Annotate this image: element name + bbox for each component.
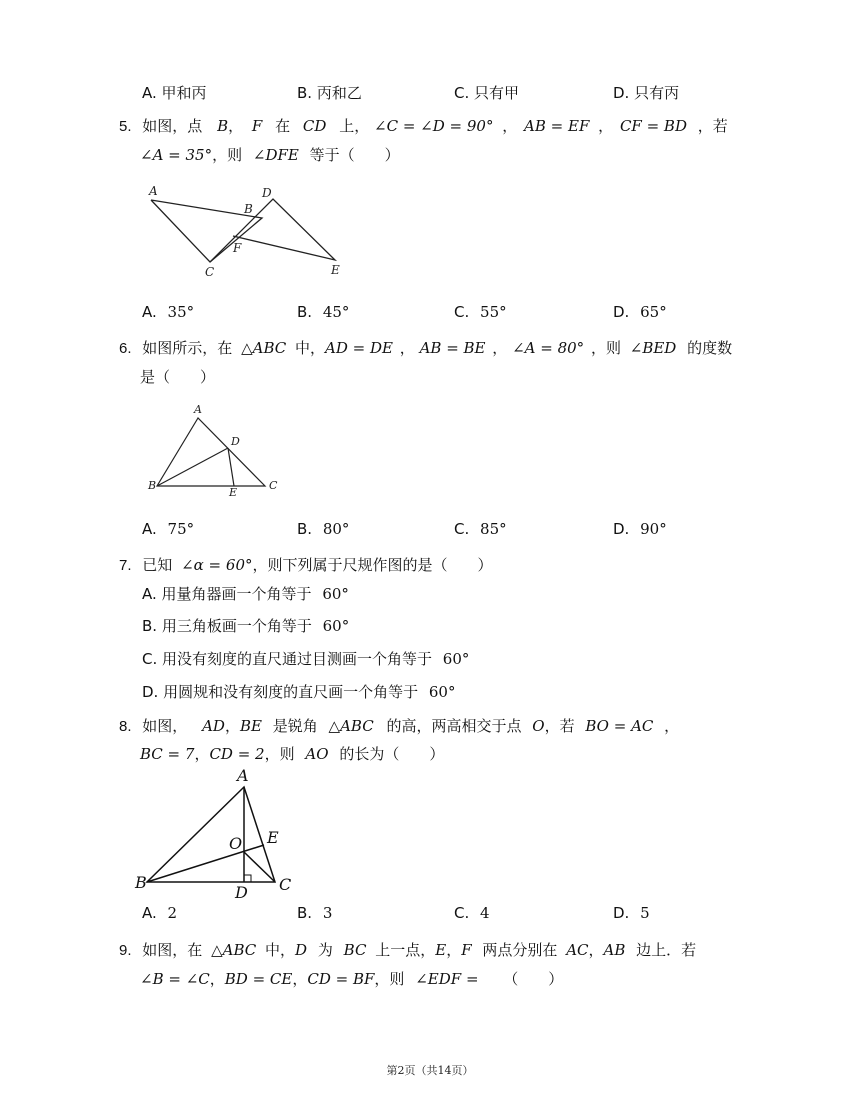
q5-math: B: [217, 117, 229, 135]
q6-label-c: C: [269, 479, 278, 492]
q8-math: BE: [239, 717, 262, 735]
q9-text: ，: [209, 970, 225, 988]
question-number: 8.: [119, 718, 132, 735]
q5-option-b: [297, 303, 349, 321]
q5-label-d: D: [262, 186, 272, 200]
q5-option-d: [613, 303, 667, 321]
q9-math: AC: [566, 941, 589, 959]
q9-text: 为: [317, 941, 333, 959]
q5-label-f: F: [233, 241, 242, 255]
q5-option-c: [454, 303, 507, 321]
option-value: 35°: [167, 303, 195, 321]
option-value: 55°: [480, 303, 507, 321]
option-value: 80°: [322, 520, 350, 538]
q5-math: F: [251, 117, 263, 135]
option-letter: B.: [297, 303, 313, 321]
q7-text: 已知: [142, 556, 173, 574]
q9-math: ∠B = ∠C: [140, 970, 210, 988]
q9-math: BC: [343, 941, 367, 959]
option-value: 65°: [640, 303, 667, 321]
option-value: 2: [167, 904, 178, 922]
q5-math: AB = EF: [524, 117, 590, 135]
question-number: 6.: [119, 340, 132, 357]
q8-text: ，: [194, 745, 210, 763]
q8-option-a: [142, 904, 177, 922]
q8-text: ，: [664, 717, 680, 735]
q9-math: E: [435, 941, 447, 959]
q8-label-e: E: [267, 828, 279, 847]
q9-text: （ ）: [503, 970, 564, 988]
q8-math: BO = AC: [585, 717, 654, 735]
q7-option-a: [142, 583, 349, 604]
q7-option-b: [142, 615, 349, 636]
q5-text: ，: [598, 117, 614, 135]
q8-text: 如图，: [142, 717, 188, 735]
option-letter: D.: [613, 303, 630, 321]
q8-math: AO: [305, 745, 329, 763]
q5-math: ∠A = 35°: [140, 146, 213, 164]
q6-math: △ABC: [241, 339, 287, 357]
q9-text: ，: [446, 941, 462, 959]
q5-text: ，则: [212, 146, 243, 164]
q5-text: 如图，点: [142, 117, 203, 135]
q9-text: ，: [292, 970, 308, 988]
q9-math: D: [295, 941, 308, 959]
q5-text: ，: [228, 117, 244, 135]
q4-option-b: B. 丙和乙: [297, 84, 362, 102]
q8-math: O: [532, 717, 545, 735]
q9-math: ∠EDF =: [415, 970, 479, 988]
q6-option-a: [142, 520, 194, 538]
q8-option-d: [613, 904, 650, 922]
option-letter: C.: [454, 520, 470, 538]
q9-text: 边上．若: [636, 941, 697, 959]
q6-option-b: [297, 520, 349, 538]
q6-line2: 是（ ）: [140, 368, 216, 386]
q5-label-c: C: [205, 265, 215, 279]
option-letter: A.: [142, 520, 157, 538]
option-letter: C.: [454, 303, 470, 321]
q8-label-d: D: [235, 883, 248, 902]
option-letter: A.: [142, 303, 157, 321]
q9-text: 两点分别在: [482, 941, 558, 959]
q6-math: AB = BE: [419, 339, 486, 357]
q4-option-a: A. 甲和丙: [142, 84, 207, 102]
q5-option-a: [142, 303, 194, 321]
q8-text: 的高，两高相交于点: [386, 717, 522, 735]
q9-text: 中，: [265, 941, 296, 959]
q5-text: 上，: [339, 117, 370, 135]
option-value: 90°: [640, 520, 667, 538]
q5-math: ∠DFE: [252, 146, 299, 164]
q6-option-c: [454, 520, 507, 538]
option-value: 85°: [480, 520, 507, 538]
q8-math: △ABC: [328, 717, 374, 735]
q8-line1: [119, 715, 679, 736]
q6-text: ，: [492, 339, 508, 357]
q5-label-a: A: [149, 184, 158, 198]
q6-text: 的度数: [687, 339, 733, 357]
option-value: 60°: [428, 683, 456, 701]
q8-math: BC = 7: [140, 745, 195, 763]
option-letter: A.: [142, 904, 157, 922]
q9-math: BD = CE: [224, 970, 293, 988]
option-text: C. 用没有刻度的直尺通过目测画一个角等于: [142, 650, 433, 668]
q6-line1: [119, 337, 732, 358]
q6-math: ∠BED: [629, 339, 677, 357]
option-value: 60°: [322, 585, 349, 603]
q9-line1: [119, 939, 696, 960]
q5-text: 在: [275, 117, 291, 135]
question-number: 7.: [119, 557, 132, 574]
q8-label-a: A: [237, 766, 249, 785]
q9-math: △ABC: [211, 941, 257, 959]
q5-math: ∠C = ∠D = 90°: [374, 117, 494, 135]
option-letter: C.: [454, 904, 470, 922]
option-text: D. 用圆规和没有刻度的直尺画一个角等于: [142, 683, 419, 701]
q9-math: AB: [603, 941, 626, 959]
q8-text: ，则: [264, 745, 295, 763]
q4-option-d: D. 只有丙: [613, 84, 680, 102]
q7-math: ∠α = 60°: [181, 556, 253, 574]
q6-math: AD = DE: [325, 339, 393, 357]
q8-option-c: [454, 904, 490, 922]
q6-label-a: A: [194, 403, 202, 416]
option-value: 4: [480, 904, 490, 922]
option-value: 75°: [167, 520, 195, 538]
q8-label-o: O: [229, 834, 243, 853]
q6-label-e: E: [229, 486, 238, 499]
q6-label-d: D: [231, 435, 240, 448]
q6-text: 如图所示，在: [142, 339, 233, 357]
q7-option-c: [142, 648, 469, 669]
q9-text: ，: [588, 941, 604, 959]
q9-line2: [140, 968, 563, 989]
q8-label-c: C: [279, 875, 292, 894]
option-letter: B.: [297, 904, 313, 922]
q5-text: ，若: [697, 117, 728, 135]
option-value: 60°: [322, 617, 350, 635]
option-value: 3: [322, 904, 333, 922]
q8-option-b: [297, 904, 332, 922]
q8-text: 的长为（ ）: [339, 745, 445, 763]
q4-option-c: C. 只有甲: [454, 84, 520, 102]
option-text: B. 用三角板画一个角等于: [142, 617, 312, 635]
q8-text: 是锐角: [272, 717, 318, 735]
q5-text: 等于（ ）: [309, 146, 400, 164]
q6-text: ，则: [590, 339, 621, 357]
q8-text: ，: [224, 717, 240, 735]
q6-label-b: B: [148, 479, 157, 492]
option-text: A. 用量角器画一个角等于: [142, 585, 312, 603]
q9-math: F: [461, 941, 472, 959]
q6-option-d: [613, 520, 667, 538]
question-number: 9.: [119, 942, 132, 959]
q9-math: CD = BF: [307, 970, 375, 988]
option-value: 45°: [322, 303, 350, 321]
question-number: 5.: [119, 118, 132, 135]
q8-label-b: B: [135, 873, 147, 892]
page-footer: 第2页（共14页）: [386, 1064, 474, 1077]
option-letter: D.: [613, 904, 630, 922]
q7-line1: [119, 554, 493, 575]
q8-math: CD = 2: [209, 745, 265, 763]
q7-text: ，则下列属于尺规作图的是（ ）: [252, 556, 493, 574]
q5-label-b: B: [244, 202, 253, 216]
option-letter: D.: [613, 520, 630, 538]
q6-math: ∠A = 80°: [512, 339, 585, 357]
q8-math: AD: [202, 717, 225, 735]
q7-option-d: [142, 681, 455, 702]
option-value: 5: [640, 904, 650, 922]
option-value: 60°: [442, 650, 470, 668]
q8-line2: [140, 743, 444, 764]
q6-text: ，: [399, 339, 415, 357]
q5-math: CF = BD: [619, 117, 687, 135]
q9-text: ，则: [374, 970, 405, 988]
q6-text: 中，: [295, 339, 326, 357]
option-letter: B.: [297, 520, 313, 538]
q9-text: 上一点，: [375, 941, 436, 959]
q5-math: CD: [302, 117, 327, 135]
q9-text: 如图，在: [142, 941, 203, 959]
q8-text: ，若: [544, 717, 575, 735]
q5-text: ，: [502, 117, 518, 135]
q5-label-e: E: [331, 263, 340, 277]
